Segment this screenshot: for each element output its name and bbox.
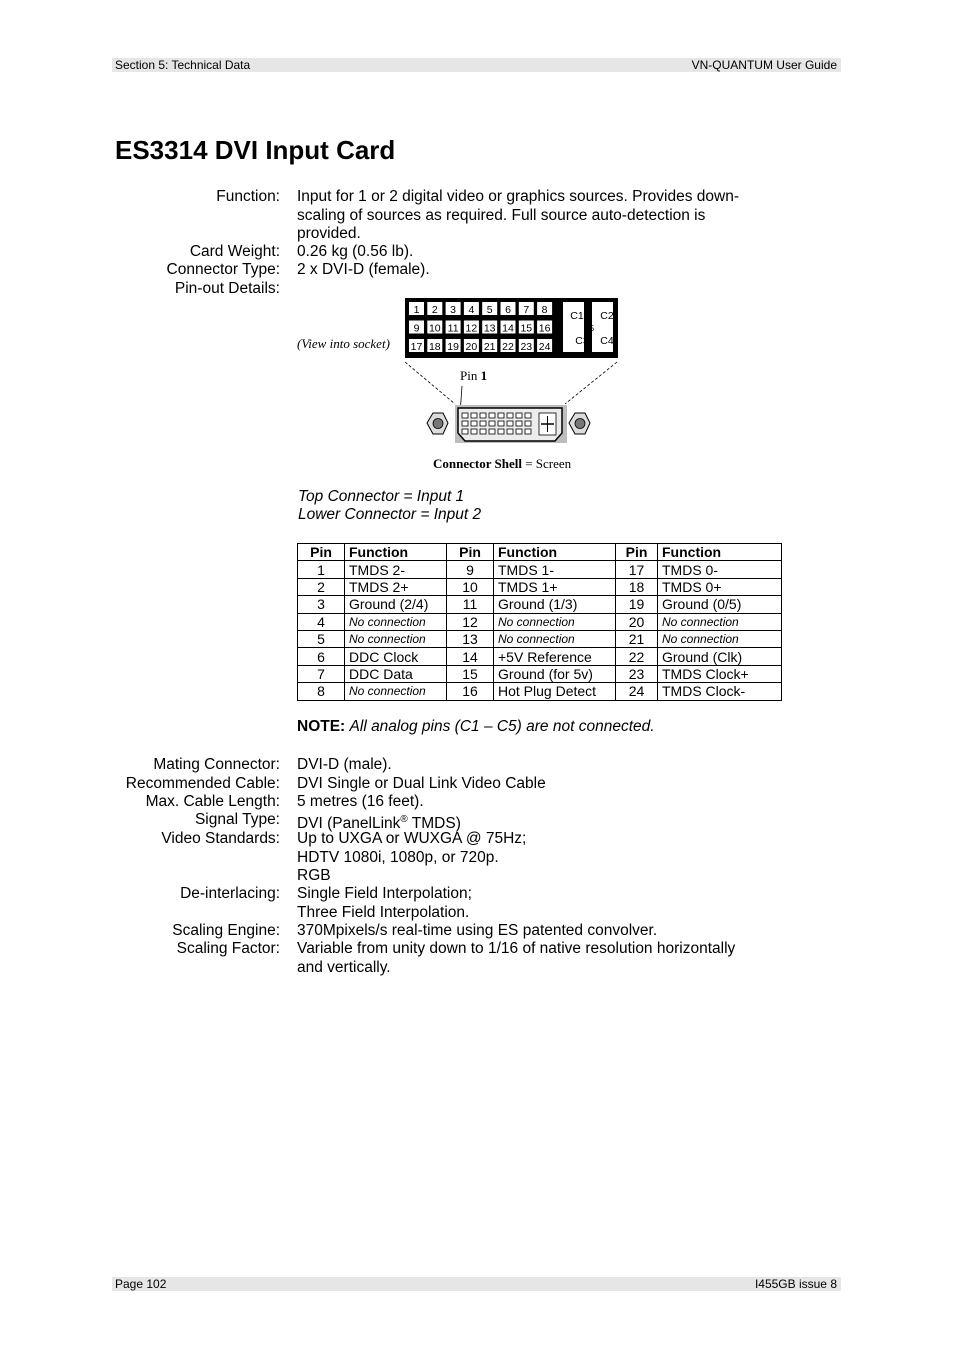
pin-cell: 6 bbox=[298, 648, 345, 665]
header-pin: Pin bbox=[616, 544, 658, 561]
spec-label: De-interlacing: bbox=[180, 885, 280, 902]
analog-pins-note bbox=[297, 718, 655, 736]
footer-issue: I455GB issue 8 bbox=[754, 1277, 837, 1291]
pin-cell: 16 bbox=[447, 683, 494, 700]
pin-number: 19 bbox=[447, 341, 459, 353]
header-pin: Pin bbox=[447, 544, 494, 561]
pin-number: 7 bbox=[523, 304, 530, 316]
pin-hole bbox=[498, 429, 504, 434]
pin-hole bbox=[507, 413, 513, 418]
pin-hole bbox=[525, 429, 531, 434]
page-title: ES3314 DVI Input Card bbox=[115, 135, 396, 165]
pin-hole bbox=[507, 429, 513, 434]
function-cell: No connection bbox=[345, 683, 447, 700]
spec-value-line: DVI (PanelLink® TMDS) bbox=[297, 814, 461, 833]
header-function: Function bbox=[658, 544, 782, 561]
pin-hole bbox=[516, 429, 522, 434]
pin-hole bbox=[480, 429, 486, 434]
function-cell: No connection bbox=[494, 613, 616, 630]
pin-hole bbox=[480, 413, 486, 418]
function-cell: +5V Reference bbox=[494, 648, 616, 665]
spec-label: Scaling Engine: bbox=[172, 922, 280, 939]
pin-number: 16 bbox=[538, 322, 551, 335]
function-cell: DDC Clock bbox=[345, 648, 447, 665]
pin-cell: 12 bbox=[447, 613, 494, 630]
pin-hole bbox=[471, 421, 477, 426]
table-row bbox=[298, 630, 782, 647]
pin-number: 8 bbox=[541, 304, 548, 316]
leader-right bbox=[565, 362, 617, 404]
table-row bbox=[298, 648, 782, 665]
pin-number: 5 bbox=[486, 304, 493, 316]
pin-hole bbox=[498, 421, 504, 426]
table-row bbox=[298, 665, 782, 682]
note-text: All analog pins (C1 – C5) are not connected. bbox=[349, 718, 655, 735]
spec-value-line: 0.26 kg (0.56 lb). bbox=[297, 243, 414, 260]
function-cell: Ground (for 5v) bbox=[494, 665, 616, 682]
analog-pin-label: C5 bbox=[583, 324, 595, 333]
spec-label: Recommended Cable: bbox=[125, 775, 280, 792]
function-cell: Ground (0/5) bbox=[658, 596, 782, 613]
pin-cell: 7 bbox=[298, 665, 345, 682]
pin-hole bbox=[462, 413, 468, 418]
spec-label: Connector Type: bbox=[166, 261, 280, 278]
pin-cell: 13 bbox=[447, 630, 494, 647]
pin-hole bbox=[507, 421, 513, 426]
spec-label: Signal Type: bbox=[194, 811, 280, 828]
pin-number: 2 bbox=[431, 304, 438, 316]
function-cell: No connection bbox=[494, 630, 616, 647]
pin-hole bbox=[489, 429, 495, 434]
pin-hole bbox=[489, 413, 495, 418]
function-cell: TMDS 2- bbox=[345, 561, 447, 578]
function-cell: No connection bbox=[658, 630, 782, 647]
spec-value-line: RGB bbox=[297, 867, 331, 884]
pin-hole bbox=[480, 421, 486, 426]
spec-label: Function: bbox=[216, 188, 280, 205]
pin-cell: 19 bbox=[616, 596, 658, 613]
header-guide-title: VN-QUANTUM User Guide bbox=[691, 58, 837, 72]
table-row bbox=[298, 683, 782, 700]
pin-number: 20 bbox=[465, 341, 478, 353]
caption-top-connector: Top Connector = Input 1 bbox=[298, 488, 465, 505]
pin-hole bbox=[525, 421, 531, 426]
function-cell: DDC Data bbox=[345, 665, 447, 682]
spec-label: Scaling Factor: bbox=[176, 940, 280, 957]
pin-number: 9 bbox=[413, 322, 420, 335]
pin-cell: 17 bbox=[616, 561, 658, 578]
pin-cell: 15 bbox=[447, 665, 494, 682]
pin-number: 14 bbox=[502, 322, 514, 335]
table-header-row bbox=[298, 544, 782, 561]
pin-hole bbox=[489, 421, 495, 426]
pin-hole bbox=[525, 413, 531, 418]
spec-value-line: provided. bbox=[297, 225, 361, 242]
pin-cell: 10 bbox=[447, 578, 494, 595]
pin-number: 12 bbox=[465, 322, 478, 335]
left-mounting-nut bbox=[427, 413, 448, 434]
function-cell: Ground (Clk) bbox=[658, 648, 782, 665]
function-cell: TMDS 0- bbox=[658, 561, 782, 578]
spec-value-line: DVI-D (male). bbox=[297, 756, 392, 773]
analog-cells bbox=[563, 302, 614, 352]
leader-left bbox=[405, 362, 455, 404]
header-section: Section 5: Technical Data bbox=[115, 58, 251, 72]
header-function: Function bbox=[494, 544, 616, 561]
function-cell: Ground (2/4) bbox=[345, 596, 447, 613]
pin-cell: 5 bbox=[298, 630, 345, 647]
header-function: Function bbox=[345, 544, 447, 561]
right-mounting-nut bbox=[569, 413, 590, 434]
pin-number: 3 bbox=[450, 304, 457, 316]
spec-value-line: Up to UXGA or WUXGA @ 75Hz; bbox=[297, 830, 527, 847]
pin-cell: 14 bbox=[447, 648, 494, 665]
function-cell: TMDS 2+ bbox=[345, 578, 447, 595]
pin-table-body bbox=[298, 561, 782, 700]
caption-lower-connector: Lower Connector = Input 2 bbox=[298, 506, 482, 523]
spec-label: Pin-out Details: bbox=[174, 280, 280, 297]
pin-number: 24 bbox=[538, 341, 551, 353]
pin-number: 21 bbox=[483, 341, 496, 353]
spec-label: Card Weight: bbox=[189, 243, 280, 260]
pin-cell: 22 bbox=[616, 648, 658, 665]
function-cell: TMDS Clock- bbox=[658, 683, 782, 700]
pin-number: 15 bbox=[520, 322, 533, 335]
analog-pin-label: C3 bbox=[575, 335, 589, 347]
page-footer bbox=[112, 1277, 841, 1291]
pin-number: 23 bbox=[520, 341, 533, 353]
pin-number: 17 bbox=[410, 341, 423, 353]
pin-cell: 21 bbox=[616, 630, 658, 647]
pin-cell: 3 bbox=[298, 596, 345, 613]
table-row bbox=[298, 561, 782, 578]
pin-number: 22 bbox=[502, 341, 514, 353]
spec-value-line: Variable from unity down to 1/16 of native resolution horizontally bbox=[297, 940, 736, 957]
connector-shell-label: Connector Shell = Screen bbox=[433, 456, 572, 471]
function-cell: TMDS Clock+ bbox=[658, 665, 782, 682]
table-row bbox=[298, 613, 782, 630]
pin-number: 6 bbox=[505, 304, 511, 316]
view-into-socket-label: (View into socket) bbox=[297, 336, 390, 351]
function-cell: TMDS 1- bbox=[494, 561, 616, 578]
spec-value-line: DVI Single or Dual Link Video Cable bbox=[297, 775, 546, 792]
function-cell: No connection bbox=[345, 613, 447, 630]
pin-cell: 11 bbox=[447, 596, 494, 613]
spec-value-line: and vertically. bbox=[297, 958, 391, 976]
pin-number: 13 bbox=[483, 322, 496, 335]
function-cell: No connection bbox=[345, 630, 447, 647]
pin-hole bbox=[516, 413, 522, 418]
analog-pin-label: C4 bbox=[600, 335, 614, 347]
spec-value-line: Three Field Interpolation. bbox=[297, 903, 470, 921]
pin-hole bbox=[462, 429, 468, 434]
analog-pin-label: C2 bbox=[600, 310, 614, 322]
function-cell: TMDS 0+ bbox=[658, 578, 782, 595]
pin-hole bbox=[516, 421, 522, 426]
pin-hole bbox=[498, 413, 504, 418]
pin-hole bbox=[471, 429, 477, 434]
pin-number: 1 bbox=[413, 304, 420, 316]
pin-cell: 4 bbox=[298, 613, 345, 630]
pin-cell: 20 bbox=[616, 613, 658, 630]
spec-label: Video Standards: bbox=[161, 830, 280, 847]
pin-1-label: Pin 1 bbox=[460, 368, 488, 383]
table-row bbox=[298, 578, 782, 595]
pin-cell: 23 bbox=[616, 665, 658, 682]
pin-function-table bbox=[297, 543, 782, 701]
spec-value-line: 5 metres (16 feet). bbox=[297, 793, 424, 810]
page-header bbox=[112, 58, 841, 72]
spec-value-line: Single Field Interpolation; bbox=[297, 885, 472, 902]
spec-value-line: HDTV 1080i, 1080p, or 720p. bbox=[297, 848, 499, 866]
pin-number: 10 bbox=[428, 322, 441, 335]
pin-number: 18 bbox=[428, 341, 441, 353]
function-cell: Ground (1/3) bbox=[494, 596, 616, 613]
analog-pin-label: C1 bbox=[570, 310, 584, 322]
note-label: NOTE: bbox=[297, 718, 346, 735]
pin-hole bbox=[471, 413, 477, 418]
spec-value-line: scaling of sources as required. Full source auto-detection is bbox=[297, 206, 706, 224]
dvi-pinout-diagram bbox=[295, 296, 625, 476]
pin-cell: 18 bbox=[616, 578, 658, 595]
spec-label: Max. Cable Length: bbox=[145, 793, 280, 810]
pin-hole bbox=[462, 421, 468, 426]
pin-cell: 1 bbox=[298, 561, 345, 578]
table-row bbox=[298, 596, 782, 613]
pin-cell: 2 bbox=[298, 578, 345, 595]
pin-number: 11 bbox=[447, 322, 459, 335]
spec-value-line: Input for 1 or 2 digital video or graphics sources. Provides down- bbox=[297, 188, 739, 205]
header-pin: Pin bbox=[298, 544, 345, 561]
spec-label: Mating Connector: bbox=[153, 756, 280, 773]
pin-cell: 8 bbox=[298, 683, 345, 700]
function-cell: No connection bbox=[658, 613, 782, 630]
spec-value-line: 370Mpixels/s real-time using ES patented convolver. bbox=[297, 922, 658, 939]
function-cell: Hot Plug Detect bbox=[494, 683, 616, 700]
function-cell: TMDS 1+ bbox=[494, 578, 616, 595]
footer-page-number: Page 102 bbox=[115, 1277, 167, 1291]
pin-cell: 24 bbox=[616, 683, 658, 700]
spec-value-line: 2 x DVI-D (female). bbox=[297, 261, 430, 278]
pin-cell: 9 bbox=[447, 561, 494, 578]
pin-number: 4 bbox=[468, 304, 475, 316]
